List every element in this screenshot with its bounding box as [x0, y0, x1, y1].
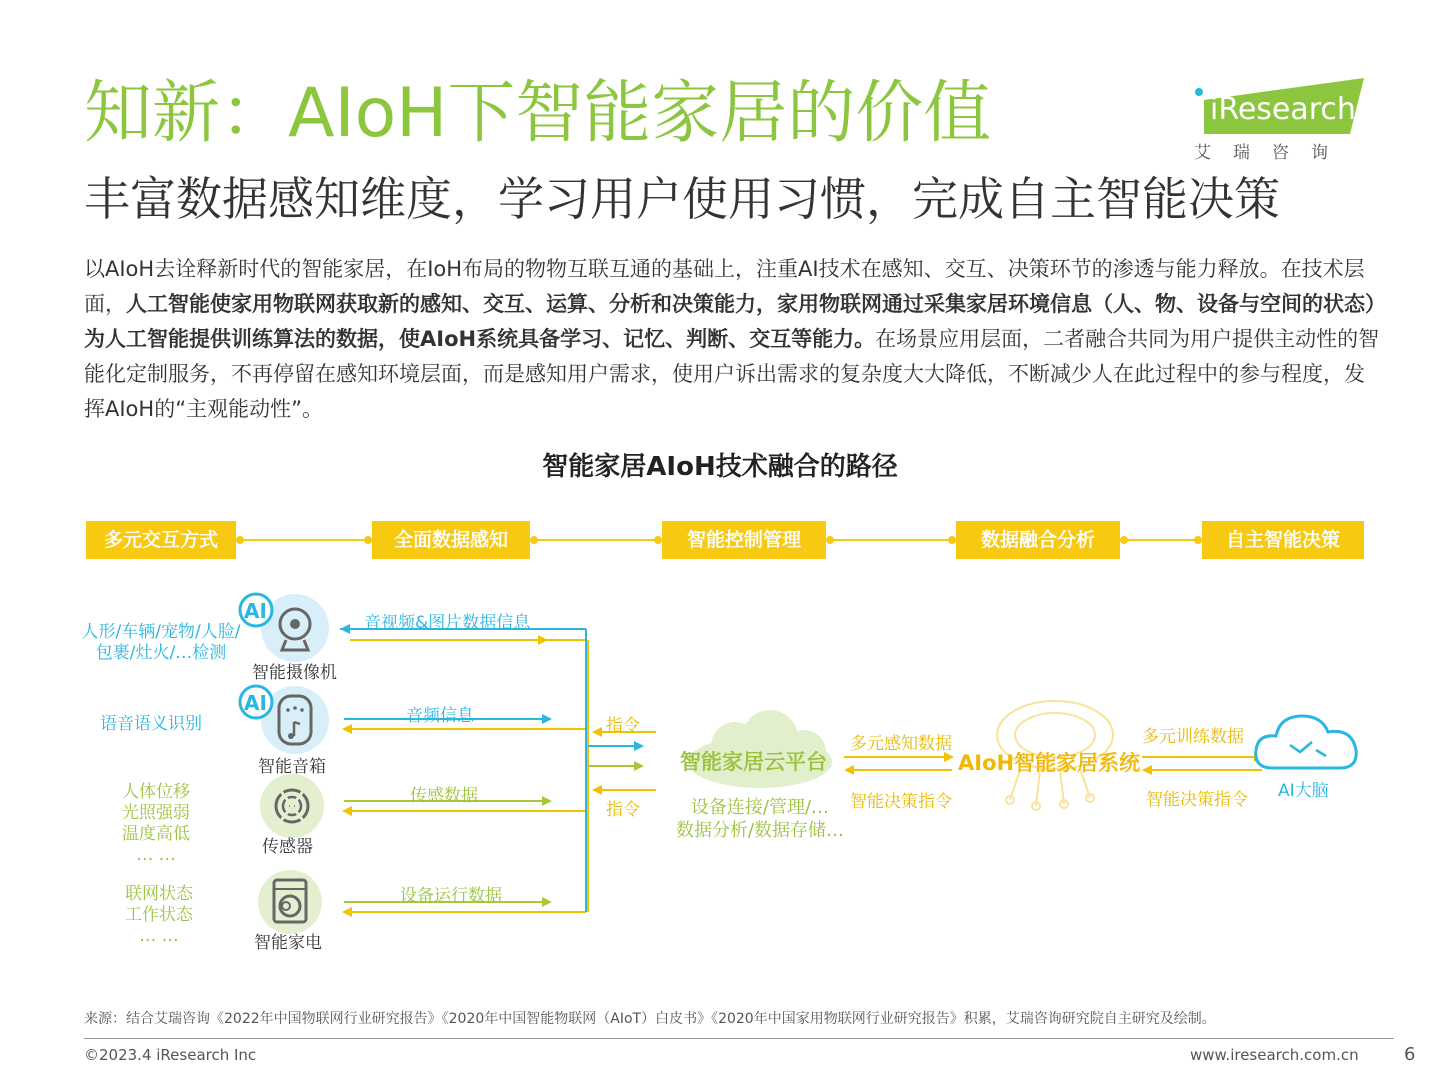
cloud-desc-line: 数据分析/数据存储… [675, 820, 845, 841]
appliance-label-line: … … [139, 926, 179, 946]
device-appliance-label: 智能家电 [254, 933, 322, 953]
sensor-label-line: 人体位移 [122, 782, 190, 802]
appliance-label-line: 联网状态 [125, 884, 193, 904]
cloud-desc-line: 设备连接/管理/… [690, 797, 830, 818]
camera-label-line: 包裹/灶火/…检测 [95, 643, 227, 663]
cloud-platform-desc [660, 796, 860, 842]
device-speaker-label: 智能音箱 [258, 757, 326, 777]
footer-divider [84, 1038, 1394, 1039]
intro-text-1: 以AIoH去诠释新时代的智能家居，在IoH布局的物物互联互通的基础上，注重AI技术在感知、交互、决策环节的渗透与能力释放。在技术层面， [84, 257, 1365, 316]
ai-badge-speaker: AI [244, 691, 267, 715]
camera-label-line: 人形/车辆/宠物/人脸/ [81, 622, 241, 642]
page-number: 6 [1404, 1044, 1416, 1065]
command-bottom-label: 指令 [606, 800, 640, 820]
stage-box-1: 多元交互方式 [86, 521, 236, 559]
sensor-label-line: 光照强弱 [122, 803, 190, 823]
stage-box-4: 数据融合分析 [956, 521, 1120, 559]
aioh-system-name: AIoH智能家居系统 [958, 751, 1141, 775]
cloud-platform-name: 智能家居云平台 [680, 750, 827, 774]
brain-in-top-label: 多元训练数据 [1142, 727, 1244, 747]
source-note: 来源：结合艾瑞咨询《2022年中国物联网行业研究报告》《2020年中国智能物联网（AIoT）白皮书》《2020年中国家用物联网行业研究报告》积累，艾瑞咨询研究院自主研究及绘制。 [84, 1011, 1216, 1027]
system-in-bottom-label: 智能决策指令 [850, 792, 952, 812]
speaker-label-line: 语音语义识别 [100, 714, 202, 734]
stage-box-5: 自主智能决策 [1202, 521, 1364, 559]
command-top-label: 指令 [606, 716, 640, 736]
device-sensor-label: 传感器 [262, 837, 313, 857]
flow-appliance-label: 设备运行数据 [400, 886, 502, 906]
logo-brand: iResearch [1210, 92, 1356, 127]
flow-sensor-label: 传感数据 [410, 786, 478, 806]
ai-brain-cloud-icon [1256, 716, 1356, 768]
device-camera-label: 智能摄像机 [252, 663, 337, 683]
brain-in-bottom-label: 智能决策指令 [1146, 790, 1248, 810]
flow-speaker-label: 音频信息 [406, 706, 474, 726]
logo-subtitle: 艾瑞咨询 [1194, 143, 1350, 163]
diagram-title: 智能家居AIoH技术融合的路径 [542, 452, 898, 482]
ai-brain-name: AI大脑 [1278, 781, 1329, 801]
page-subtitle: 丰富数据感知维度，学习用户使用习惯，完成自主智能决策 [84, 172, 1280, 226]
intro-text-bold: 人工智能使家用物联网获取新的感知、交互、运算、分析和决策能力，家用物联网通过采集家居环境信息（人、物、设备与空间的状态）为人工智能提供训练算法的数据，使AIoH系统具备学习、记忆、判断、交互等能力。 [84, 292, 1376, 351]
copyright: ©2023.4 iResearch Inc [84, 1046, 257, 1064]
ai-badge-camera: AI [244, 599, 267, 623]
sensor-label-line: … … [136, 845, 176, 865]
system-in-top-label: 多元感知数据 [850, 734, 952, 754]
intro-text-2: 在场景应用层面，二者融合共同为用户提供主动性的智能化定制服务，不再停留在感知环境层面，而是感知用户需求，使用户诉出需求的复杂度大大降低，不断减少人在此过程中的参与程度，发挥AIoH的“主观能动性”。 [84, 327, 1380, 421]
stage-box-2: 全面数据感知 [372, 521, 530, 559]
stage-box-3: 智能控制管理 [662, 521, 826, 559]
flow-camera-label: 音视频&图片数据信息 [364, 613, 531, 633]
sensor-label-line: 温度高低 [122, 824, 190, 844]
appliance-label-line: 工作状态 [125, 905, 193, 925]
website-url: www.iresearch.com.cn [1190, 1046, 1359, 1064]
page-title: 知新：AIoH下智能家居的价值 [84, 74, 992, 153]
